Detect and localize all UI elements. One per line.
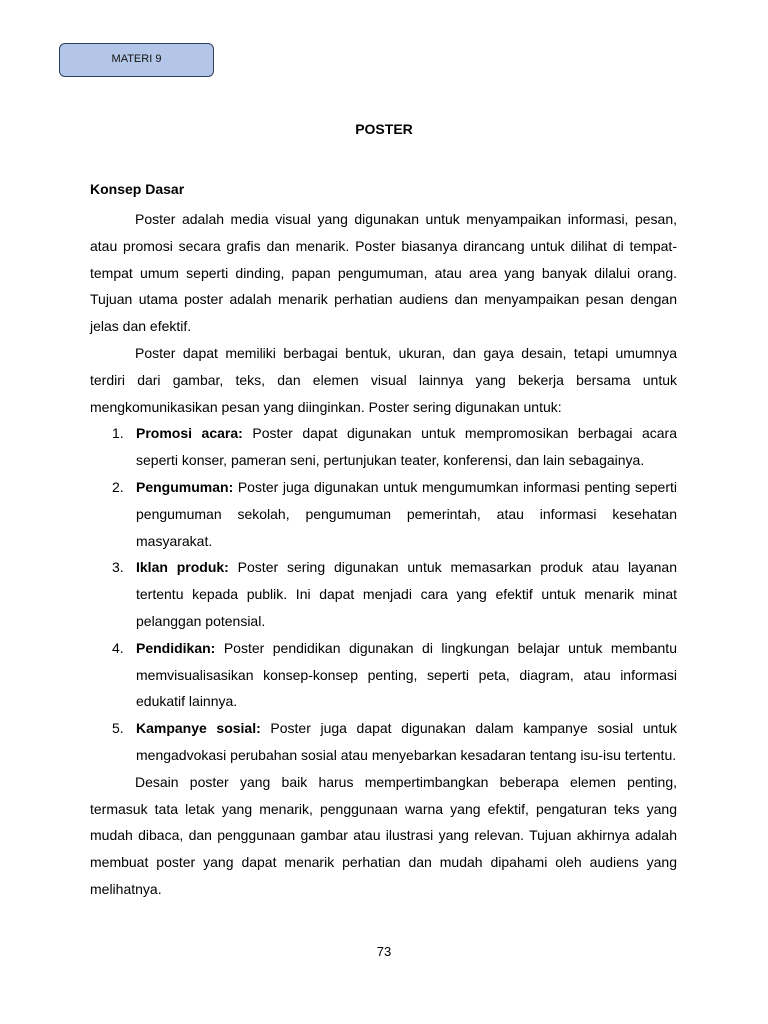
list-item-term: Kampanye sosial: bbox=[136, 720, 261, 737]
paragraph: Poster dapat memiliki berbagai bentuk, ukuran, dan gaya desain, tetapi umumnya terdiri dari gambar, teks, dan elemen visual lainnya yang bekerja bersama untuk mengkomunikasikan pesan yang diinginkan. Poster sering digunakan untuk: bbox=[90, 344, 677, 415]
list-item bbox=[112, 554, 677, 634]
chapter-tag-label: MATERI 9 bbox=[111, 52, 162, 65]
list-item-text: Poster pendidikan digunakan di lingkungan belajar untuk membantu memvisualisasikan konsep-konsep penting, seperti peta, diagram, atau informasi edukatif lainnya. bbox=[136, 639, 677, 710]
chapter-tag bbox=[59, 43, 214, 77]
list-item-number: 3. bbox=[112, 559, 124, 576]
list-item-text: Poster dapat digunakan untuk mempromosikan berbagai acara seperti konser, pameran seni, pertunjukan teater, konferensi, dan lain sebagainya. bbox=[136, 425, 677, 469]
page-title: POSTER bbox=[355, 121, 413, 137]
body-text bbox=[90, 206, 677, 903]
list-item bbox=[112, 420, 677, 474]
page-number: 73 bbox=[376, 944, 392, 959]
list-item bbox=[112, 635, 677, 715]
list-item-number: 5. bbox=[112, 720, 124, 737]
list-item-number: 2. bbox=[112, 478, 124, 495]
list-item-term: Pendidikan: bbox=[136, 639, 216, 656]
list-item bbox=[112, 715, 677, 769]
numbered-list bbox=[90, 420, 677, 768]
section-heading: Konsep Dasar bbox=[90, 181, 185, 197]
list-item-number: 4. bbox=[112, 639, 124, 656]
list-item-term: Iklan produk: bbox=[136, 559, 229, 576]
list-item-term: Pengumuman: bbox=[136, 478, 234, 495]
list-item-text: Poster juga dapat digunakan dalam kampanye sosial untuk mengadvokasi perubahan sosial atau menyebarkan kesadaran tentang isu-isu tertentu. bbox=[136, 720, 677, 763]
list-item-number: 1. bbox=[112, 425, 124, 442]
list-item bbox=[112, 474, 677, 554]
list-item-text: Poster sering digunakan untuk memasarkan produk atau layanan tertentu kepada publik. Ini dapat menjadi cara yang efektif untuk menarik minat pelanggan potensial. bbox=[136, 559, 677, 629]
list-item-text: Poster juga digunakan untuk mengumumkan informasi penting seperti pengumuman sekolah, pengumuman pemerintah, atau informasi kesehatan masyarakat. bbox=[136, 478, 677, 549]
list-item-term: Promosi acara: bbox=[136, 425, 243, 442]
paragraph: Poster adalah media visual yang digunakan untuk menyampaikan informasi, pesan, atau promosi secara grafis dan menarik. Poster biasanya dirancang untuk dilihat di tempat-tempat umum seperti dinding, papan pengumuman, atau area yang banyak dilalui orang. Tujuan utama poster adalah menarik perhatian audiens dan menyampaikan pesan dengan jelas dan efektif. bbox=[90, 211, 677, 335]
paragraph: Desain poster yang baik harus mempertimbangkan beberapa elemen penting, termasuk tata letak yang menarik, penggunaan warna yang efektif, pengaturan teks yang mudah dibaca, dan penggunaan gambar atau ilustrasi yang relevan. Tujuan akhirnya adalah membuat poster yang dapat menarik perhatian dan mudah dipahami oleh audiens yang melihatnya. bbox=[90, 773, 677, 897]
